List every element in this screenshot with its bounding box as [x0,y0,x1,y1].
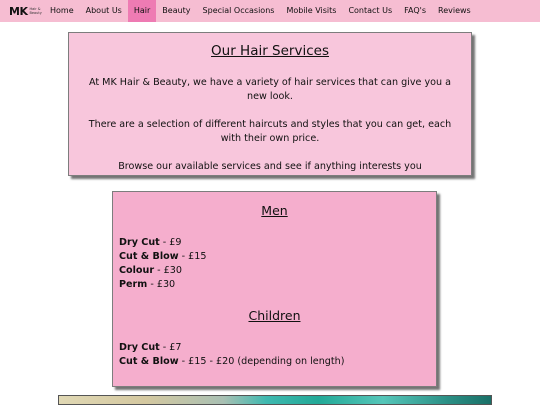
intro-paragraph: Browse our available services and see if anything interests you [118,161,422,172]
service-name: Colour [119,265,155,276]
list-item [119,236,430,250]
nav-item-reviews[interactable]: Reviews [438,6,471,15]
nav-item-contact-us[interactable]: Contact Us [348,6,393,15]
logo-text: MK [9,4,28,18]
logo-subtitle [29,7,41,15]
service-price: - £30 [147,279,176,290]
intro-card [68,32,472,176]
service-name: Dry Cut [119,342,160,353]
service-price: - £15 - £20 (depending on length) [178,356,345,367]
list-item [119,355,430,369]
service-price: - £7 [159,342,182,353]
logo-subtitle-line-1: Hair & [29,7,41,11]
logo-subtitle-line-2: Beauty [29,11,42,15]
logo[interactable] [0,0,44,22]
list-item [119,341,430,355]
service-name: Cut & Blow [119,356,179,367]
page-title: Our Hair Services [211,43,329,59]
list-item [119,250,430,264]
men-price-list [119,236,430,292]
nav-item-home[interactable]: Home [50,6,74,15]
list-item [119,278,430,292]
service-name: Cut & Blow [119,251,179,262]
service-price: - £30 [154,265,182,276]
children-section-title: Children [248,308,301,323]
children-price-list [119,341,430,369]
intro-paragraph: There are a selection of different haircuts and styles that you can get, each with their own price. [88,119,452,144]
service-name: Dry Cut [119,237,160,248]
navbar [0,0,540,22]
nav-item-about-us[interactable]: About Us [85,6,122,15]
nav-item-mobile-visits[interactable]: Mobile Visits [286,6,337,15]
hair-photo [58,395,492,405]
services-card [112,191,437,387]
nav-item-faqs[interactable]: FAQ's [404,6,427,15]
men-section-title: Men [261,203,288,218]
intro-paragraph: At MK Hair & Beauty, we have a variety of hair services that can give you a new look. [88,77,452,102]
nav-item-beauty[interactable]: Beauty [162,6,191,15]
service-price: - £15 [178,251,207,262]
list-item [119,264,430,278]
service-name: Perm [119,279,148,290]
service-price: - £9 [159,237,182,248]
nav-item-special-occasions[interactable]: Special Occasions [202,6,275,15]
nav-item-hair[interactable]: Hair [128,0,156,22]
